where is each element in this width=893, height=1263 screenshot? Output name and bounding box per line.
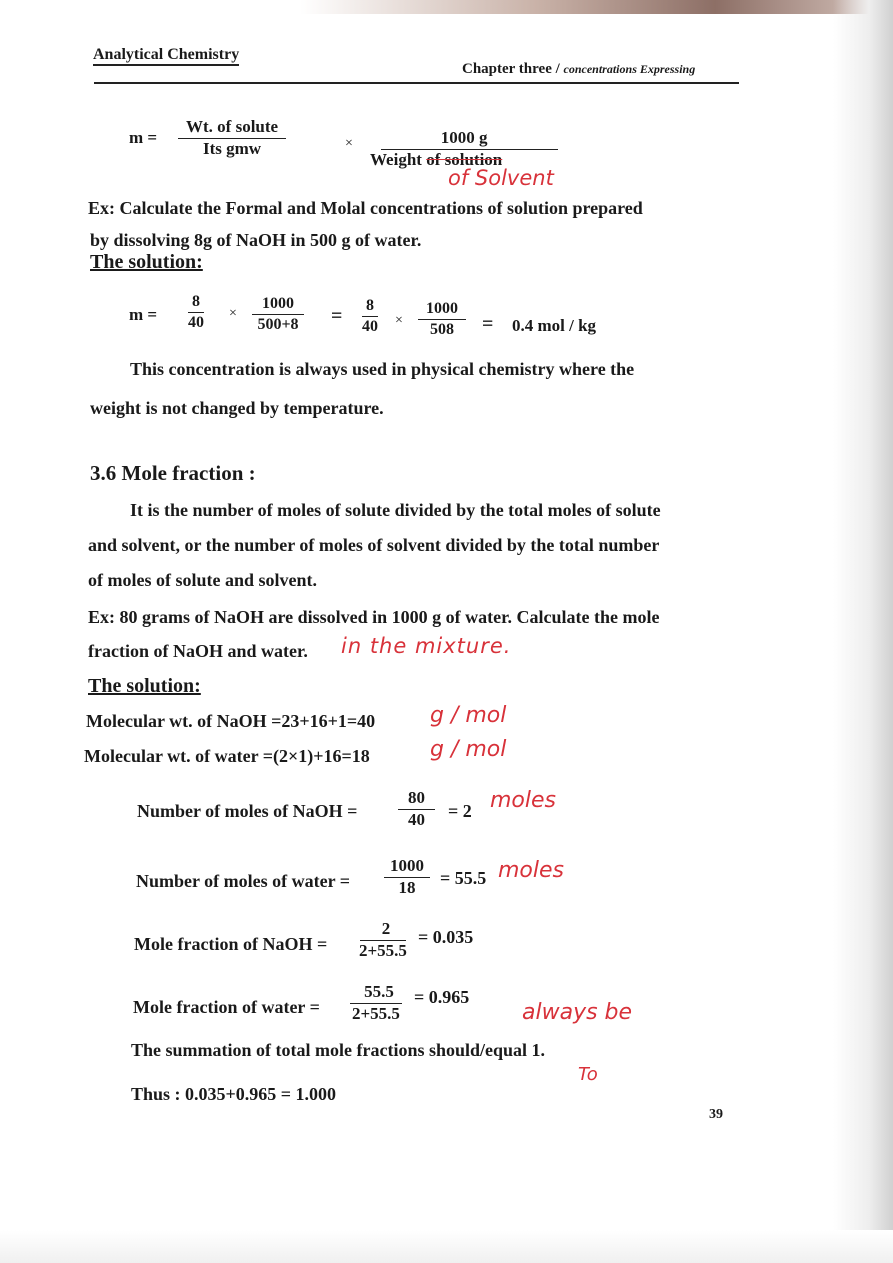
note-line1: This concentration is always used in physical chemistry where the bbox=[130, 359, 635, 379]
page-number: 39 bbox=[709, 1107, 723, 1122]
note-line2: weight is not changed by temperature. bbox=[90, 398, 384, 418]
photo-edge-strip bbox=[300, 0, 893, 14]
calc-fraction-4-num: 1000 bbox=[418, 300, 466, 320]
example2-solution-heading: The solution: bbox=[88, 675, 201, 697]
moles-water-fraction bbox=[384, 857, 430, 897]
formula-fraction-solute bbox=[178, 118, 286, 158]
calc-fraction-2-num: 1000 bbox=[252, 295, 304, 315]
page-edge-shadow bbox=[833, 0, 893, 1263]
mole-fraction-water-result: = 0.965 bbox=[414, 987, 470, 1007]
definition-line3: of moles of solute and solvent. bbox=[88, 570, 317, 590]
moles-naoh-label: Number of moles of NaOH = bbox=[137, 801, 358, 821]
calc-fraction-3-num: 8 bbox=[362, 297, 378, 317]
mole-fraction-water-den: 2+55.5 bbox=[352, 1003, 400, 1023]
formula-times: × bbox=[345, 136, 353, 151]
header-rule bbox=[94, 82, 739, 84]
page-bottom-shade bbox=[0, 1230, 893, 1263]
moles-water-label: Number of moles of water = bbox=[136, 871, 351, 891]
header-chapter-subtitle: concentrations Expressing bbox=[563, 62, 696, 76]
example1-line1: Ex: Calculate the Formal and Molal concentrations of solution prepared bbox=[88, 198, 643, 218]
definition-line1: It is the number of moles of solute divided by the total moles of solute bbox=[130, 500, 661, 520]
formula-fraction-weight bbox=[366, 129, 572, 169]
definition-line2: and solvent, or the number of moles of solvent divided by the total number bbox=[88, 535, 660, 555]
moles-water-result: = 55.5 bbox=[440, 868, 487, 888]
calc-equals-2: = bbox=[482, 313, 494, 335]
formula-weight-prefix: Weight bbox=[370, 149, 427, 169]
example1-line2: by dissolving 8g of NaOH in 500 g of water. bbox=[90, 230, 422, 250]
formula-fraction-solute-den: Its gmw bbox=[202, 138, 262, 158]
summation-check: Thus : 0.035+0.965 = 1.000 bbox=[131, 1084, 337, 1104]
calc-fraction-4-den: 508 bbox=[430, 320, 454, 338]
mole-fraction-naoh-result: = 0.035 bbox=[418, 927, 474, 947]
handwritten-g-per-mol-2: g / mol bbox=[430, 737, 507, 762]
handwritten-g-per-mol-1: g / mol bbox=[430, 703, 507, 728]
handwritten-of-solvent: of Solvent bbox=[448, 166, 554, 190]
calc-result: 0.4 mol / kg bbox=[512, 316, 597, 335]
header-book-title: Analytical Chemistry bbox=[93, 46, 239, 66]
section-heading-mole-fraction: 3.6 Mole fraction : bbox=[90, 461, 256, 485]
header-chapter: Chapter three / bbox=[462, 61, 560, 77]
calc-fraction-1-num: 8 bbox=[188, 293, 204, 313]
formula-struck-solution: of solution bbox=[426, 149, 503, 169]
mole-fraction-water-num: 55.5 bbox=[350, 983, 402, 1004]
handwritten-moles-1: moles bbox=[490, 788, 556, 813]
formula-fraction-weight-num: 1000 g bbox=[381, 129, 558, 150]
formula-fraction-solute-num: Wt. of solute bbox=[178, 118, 286, 139]
calc-fraction-1 bbox=[184, 293, 208, 331]
moles-naoh-result: = 2 bbox=[448, 801, 472, 821]
molecular-weight-naoh: Molecular wt. of NaOH =23+16+1=40 bbox=[86, 711, 376, 731]
example2-line1: Ex: 80 grams of NaOH are dissolved in 1000 g of water. Calculate the mole bbox=[88, 607, 660, 627]
handwritten-in-the-mixture: in the mixture. bbox=[341, 634, 512, 658]
mole-fraction-naoh-label: Mole fraction of NaOH = bbox=[134, 934, 328, 954]
calc-lhs: m = bbox=[129, 305, 158, 324]
handwritten-moles-2: moles bbox=[498, 858, 564, 883]
moles-naoh-den: 40 bbox=[408, 809, 425, 829]
example2-line2: fraction of NaOH and water. bbox=[88, 641, 308, 661]
calc-fraction-3 bbox=[358, 297, 382, 335]
header-chapter-title bbox=[462, 61, 695, 78]
mole-fraction-naoh-fraction bbox=[355, 920, 411, 960]
calc-fraction-2-den: 500+8 bbox=[257, 315, 299, 333]
moles-water-num: 1000 bbox=[384, 857, 430, 878]
handwritten-always-be: always be bbox=[522, 1000, 633, 1025]
example1-solution-heading: The solution: bbox=[90, 251, 203, 273]
moles-water-den: 18 bbox=[398, 877, 416, 897]
moles-naoh-fraction bbox=[398, 789, 435, 829]
calc-fraction-3-den: 40 bbox=[362, 317, 378, 335]
summation-statement: The summation of total mole fractions should/equal 1. bbox=[131, 1040, 546, 1060]
mole-fraction-naoh-num: 2 bbox=[360, 920, 407, 941]
formula-lhs: m = bbox=[129, 128, 158, 147]
mole-fraction-naoh-den: 2+55.5 bbox=[359, 940, 407, 960]
calc-fraction-4 bbox=[418, 300, 466, 338]
calc-fraction-1-den: 40 bbox=[188, 313, 204, 331]
mole-fraction-water-fraction bbox=[348, 983, 404, 1023]
handwritten-to: To bbox=[578, 1064, 598, 1085]
calc-fraction-2 bbox=[252, 295, 304, 333]
moles-naoh-num: 80 bbox=[398, 789, 435, 810]
mole-fraction-water-label: Mole fraction of water = bbox=[133, 997, 320, 1017]
calc-times-1: × bbox=[229, 306, 237, 321]
molecular-weight-water: Molecular wt. of water =(2×1)+16=18 bbox=[84, 746, 370, 766]
calc-times-2: × bbox=[395, 313, 403, 328]
calc-equals-1: = bbox=[331, 305, 343, 327]
